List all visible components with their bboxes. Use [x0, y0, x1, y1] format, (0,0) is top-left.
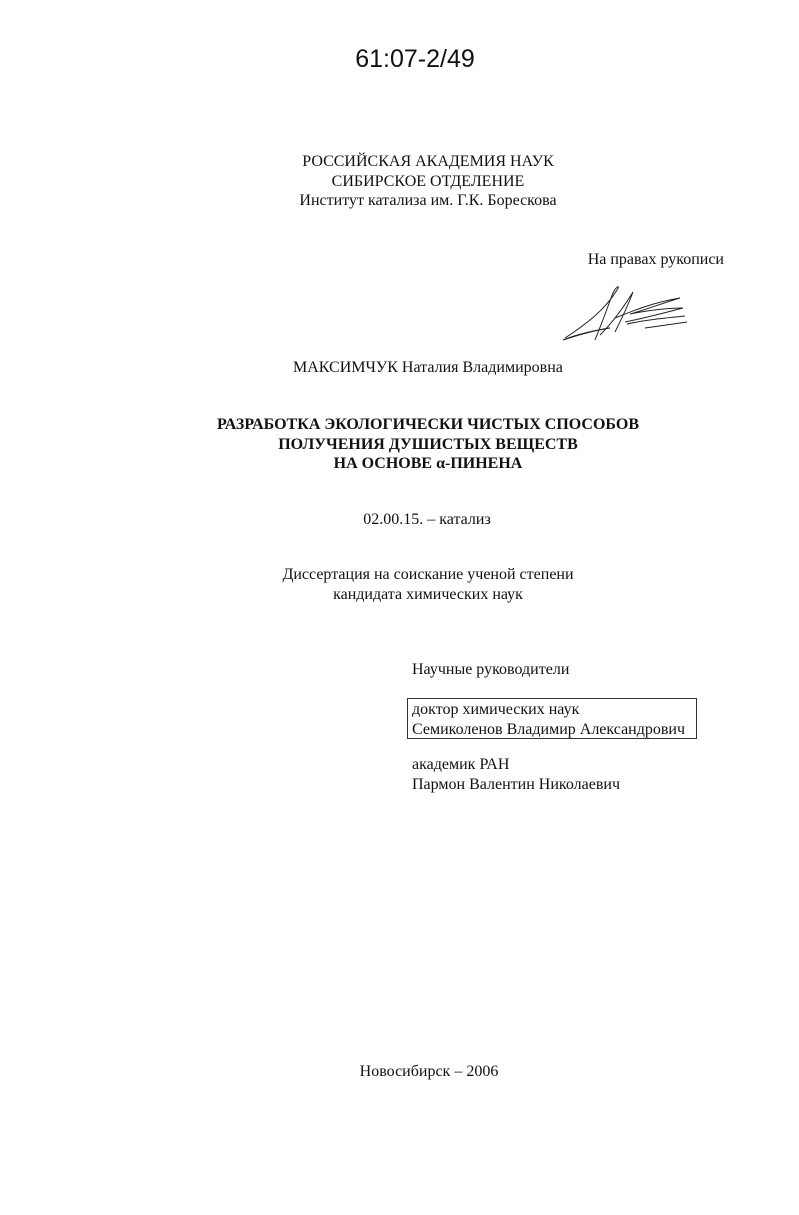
advisor-name: Семиколенов Владимир Александрович	[412, 720, 686, 738]
organization-institute: Институт катализа им. Г.К. Борескова	[299, 192, 557, 209]
advisor-degree: доктор химических наук	[412, 701, 580, 718]
advisor-1-box	[407, 698, 697, 739]
archive-code: 61:07-2/49	[355, 45, 475, 73]
place-year: Новосибирск – 2006	[359, 1063, 499, 1080]
advisor-name: Пармон Валентин Николаевич	[412, 775, 620, 793]
advisors-label: Научные руководители	[412, 661, 570, 678]
rights-note: На правах рукописи	[587, 251, 724, 268]
degree-line-2: кандидата химических наук	[333, 585, 523, 603]
organization-branch: СИБИРСКОЕ ОТДЕЛЕНИЕ	[331, 172, 525, 190]
organization-academy: РОССИЙСКАЯ АКАДЕМИЯ НАУК	[302, 153, 554, 170]
dissertation-degree	[282, 565, 573, 604]
dissertation-title	[217, 415, 639, 474]
title-line-3: НА ОСНОВЕ α-ПИНЕНА	[333, 455, 523, 472]
organization-block	[299, 152, 556, 211]
degree-line-1: Диссертация на соискание ученой степени	[282, 566, 574, 583]
title-line-1: РАЗРАБОТКА ЭКОЛОГИЧЕСКИ ЧИСТЫХ СПОСОБОВ	[217, 416, 639, 433]
advisor-degree: академик РАН	[412, 756, 510, 773]
signature	[555, 280, 695, 350]
title-line-2: ПОЛУЧЕНИЯ ДУШИСТЫХ ВЕЩЕСТВ	[278, 435, 578, 453]
author-name: МАКСИМЧУК Наталия Владимировна	[293, 359, 563, 376]
advisor-2	[412, 755, 620, 794]
specialty: 02.00.15. – катализ	[363, 511, 491, 528]
